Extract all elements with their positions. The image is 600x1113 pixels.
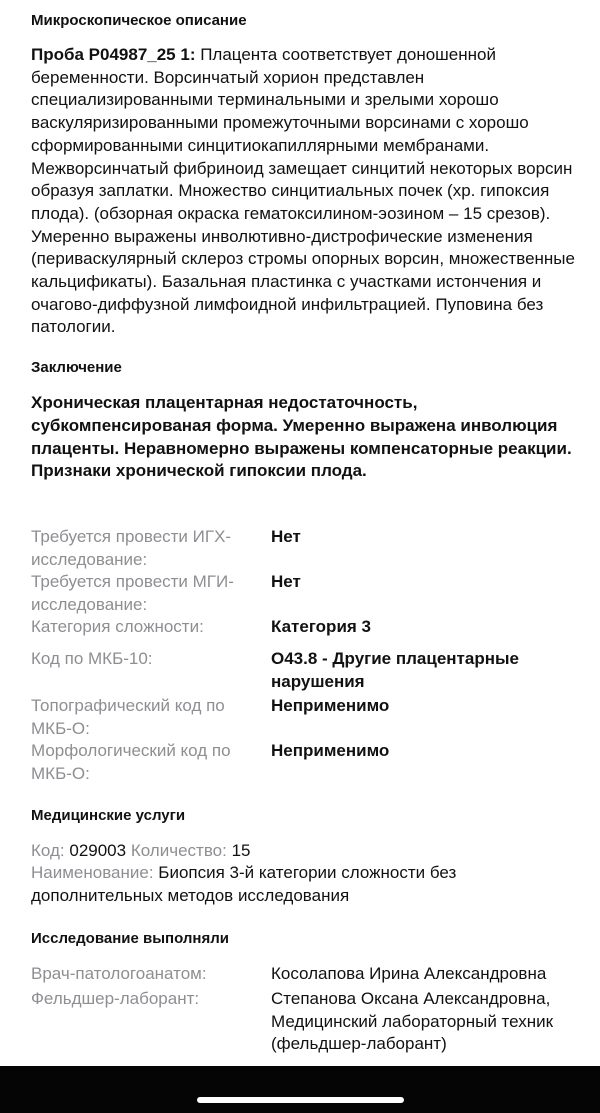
icd10-label: Код по МКБ-10: [31,649,153,668]
lab-assistant-name: Степанова Оксана Александровна, Медицинский лабораторный техник (фельдшер-лаборант) [271,989,554,1054]
mgi-value: Нет [271,572,301,591]
micro-heading: Микроскопическое описание [31,12,247,29]
conclusion-heading: Заключение [31,359,122,376]
topo-code-value: Неприменимо [271,696,390,715]
micro-text: Плацента соответствует доношенной беременности. Ворсинчатый хорион представлен специализированными терминальными и зрелыми хорошо васкуляризированными промежуточными ворсинами с хорошо сформированными синцитиокапиллярными мембранами. Межворсинчатый фибриноид замещает синцитий некоторых ворсин образуя заплатки. Множество синцитиальных почек (хр. гипоксия плода). (обзорная окраска гематоксилином-эозином – 15 срезов). Умеренно выражены инволютивно-дистрофические изменения (периваскулярный склероз стромы опорных ворсин, множественные кальцификаты). Базальная пластинка с участками истончения и очагово-диффузной лимфоидной инфильтрацией. Пуповина без патологии. [31,45,575,337]
complexity-value: Категория 3 [271,617,371,636]
pathologist-name: Косолапова Ирина Александровна [271,964,547,983]
ihc-value: Нет [271,527,301,546]
topo-code-label: Топографический код по МКБ-О: [31,696,225,738]
service-qty-value: 15 [226,841,251,860]
service-code-line [31,840,576,863]
lab-assistant-label: Фельдшер-лаборант: [31,989,200,1008]
micro-description [31,44,576,339]
bottom-bar [0,1066,600,1113]
performers-heading: Исследование выполняли [31,930,229,947]
service-name-label: Наименование: [31,863,154,882]
icd10-value: O43.8 - Другие плацентарные нарушения [271,649,519,691]
service-code-label: Код: [31,841,65,860]
ihc-label: Требуется провести ИГХ-исследование: [31,527,232,569]
sample-label: Проба P04987_25 1: [31,45,196,64]
morph-code-value: Неприменимо [271,741,390,760]
services-heading: Медицинские услуги [31,807,186,824]
complexity-label: Категория сложности: [31,617,204,636]
conclusion-text: Хроническая плацентарная недостаточность, субкомпенсированая форма. Умеренно выражена инволюция плаценты. Неравномерно выражены компенсаторные реакции. Признаки хронической гипоксии плода. [31,393,572,481]
home-indicator[interactable] [197,1097,404,1103]
pathologist-label: Врач-патологоанатом: [31,964,207,983]
mgi-label: Требуется провести МГИ-исследование: [31,572,234,614]
service-name-value: Биопсия 3-й категории сложности без дополнительных методов исследования [31,863,457,905]
morph-code-label: Морфологический код по МКБ-О: [31,741,231,783]
service-name-line [31,862,576,907]
service-qty-label: Количество: [130,841,227,860]
service-code-value: 029003 [64,841,131,860]
